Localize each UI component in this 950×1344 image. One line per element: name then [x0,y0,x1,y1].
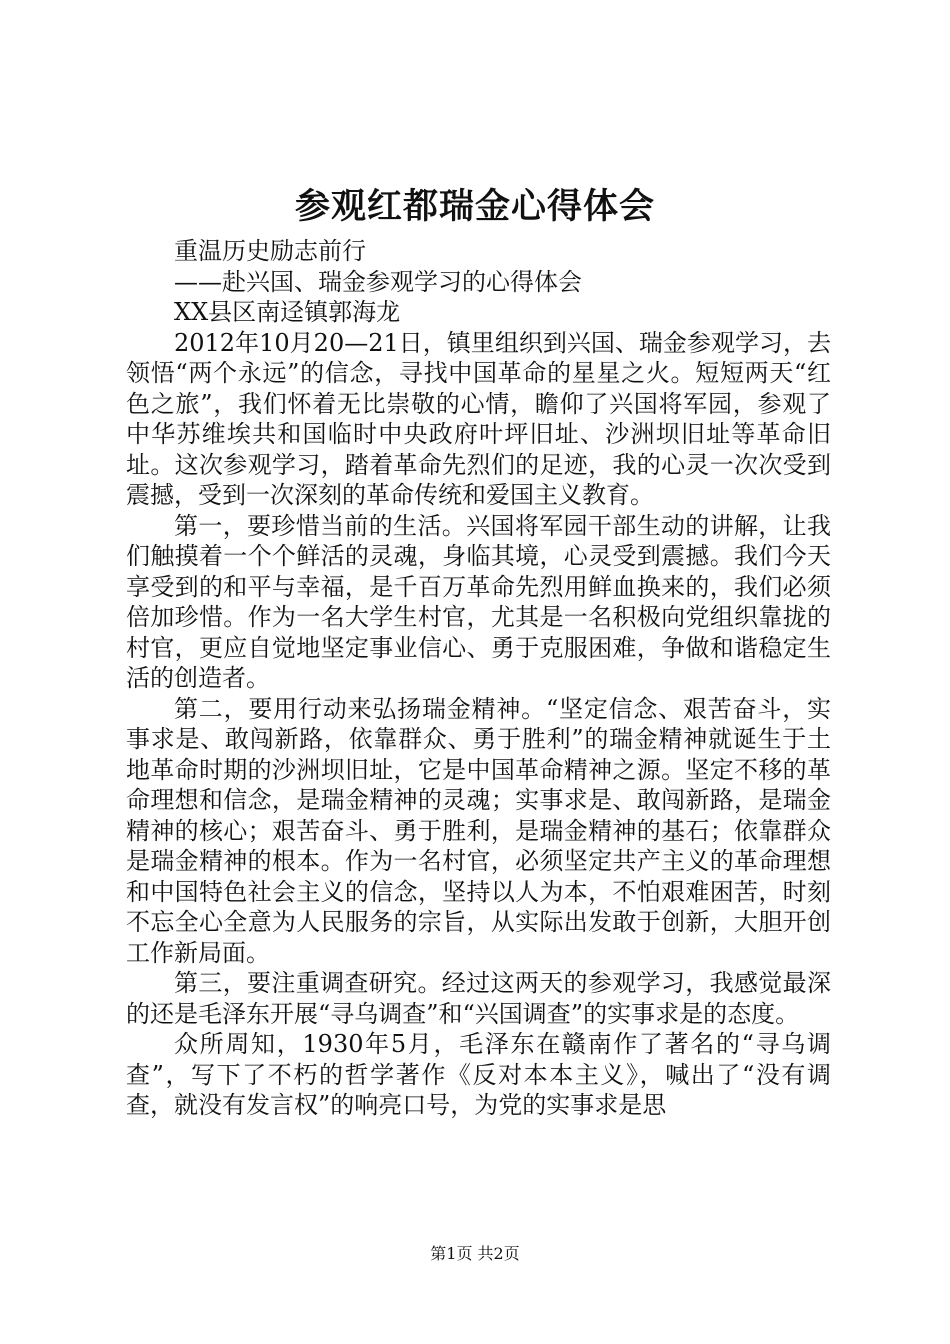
author-line: XX县区南迳镇郭海龙 [174,298,401,326]
body-paragraph: 2012年10月20—21日，镇里组织到兴国、瑞金参观学习，去领悟“两个永远”的信念，寻找中国革命的星星之火。短短两天“红色之旅”，我们怀着无比崇敬的心情，瞻仰了兴国将军园，参观了中华苏维埃共和国临时中央政府叶坪旧址、沙洲坝旧址等革命旧址。这次参观学习，踏着革命先烈们的足迹，我的心灵一次次受到震撼，受到一次深刻的革命传统和爱国主义教育。 [126,328,831,509]
page-footer: 第1页 共2页 [430,1244,520,1263]
body-paragraph: 第二，要用行动来弘扬瑞金精神。“坚定信念、艰苦奋斗，实事求是、敢闯新路，依靠群众、勇于胜利”的瑞金精神就诞生于土地革命时期的沙洲坝旧址，它是中国革命精神之源。坚定不移的革命理想和信念，是瑞金精神的灵魂；实事求是、敢闯新路，是瑞金精神的核心；艰苦奋斗、勇于胜利，是瑞金精神的基石；依靠群众是瑞金精神的根本。作为一名村官，必须坚定共产主义的革命理想和中国特色社会主义的信念，坚持以人为本，不怕艰难困苦，时刻不忘全心全意为人民服务的宗旨，从实际出发敢于创新，大胆开创工作新局面。 [126,694,831,967]
body-paragraph: 第三，要注重调查研究。经过这两天的参观学习，我感觉最深的还是毛泽东开展“寻乌调查”和“兴国调查”的实事求是的态度。 [126,969,831,1028]
body-paragraph: 第一，要珍惜当前的生活。兴国将军园干部生动的讲解，让我们触摸着一个个鲜活的灵魂，身临其境，心灵受到震撼。我们今天享受到的和平与幸福，是千百万革命先烈用鲜血换来的，我们必须倍加珍惜。作为一名大学生村官，尤其是一名积极向党组织靠拢的村官，更应自觉地坚定事业信心、勇于克服困难，争做和谐稳定生活的创造者。 [126,511,831,692]
document-title: 参观红都瑞金心得体会 [294,186,655,227]
subtitle-line: ——赴兴国、瑞金参观学习的心得体会 [174,267,582,296]
body-paragraph: 众所周知，1930年5月，毛泽东在赣南作了著名的“寻乌调查”，写下了不朽的哲学著作《反对本本主义》，喊出了“没有调查，就没有发言权”的响亮口号，为党的实事求是思 [126,1030,831,1119]
subtitle-line: 重温历史励志前行 [174,237,366,265]
document-body [126,236,831,1121]
